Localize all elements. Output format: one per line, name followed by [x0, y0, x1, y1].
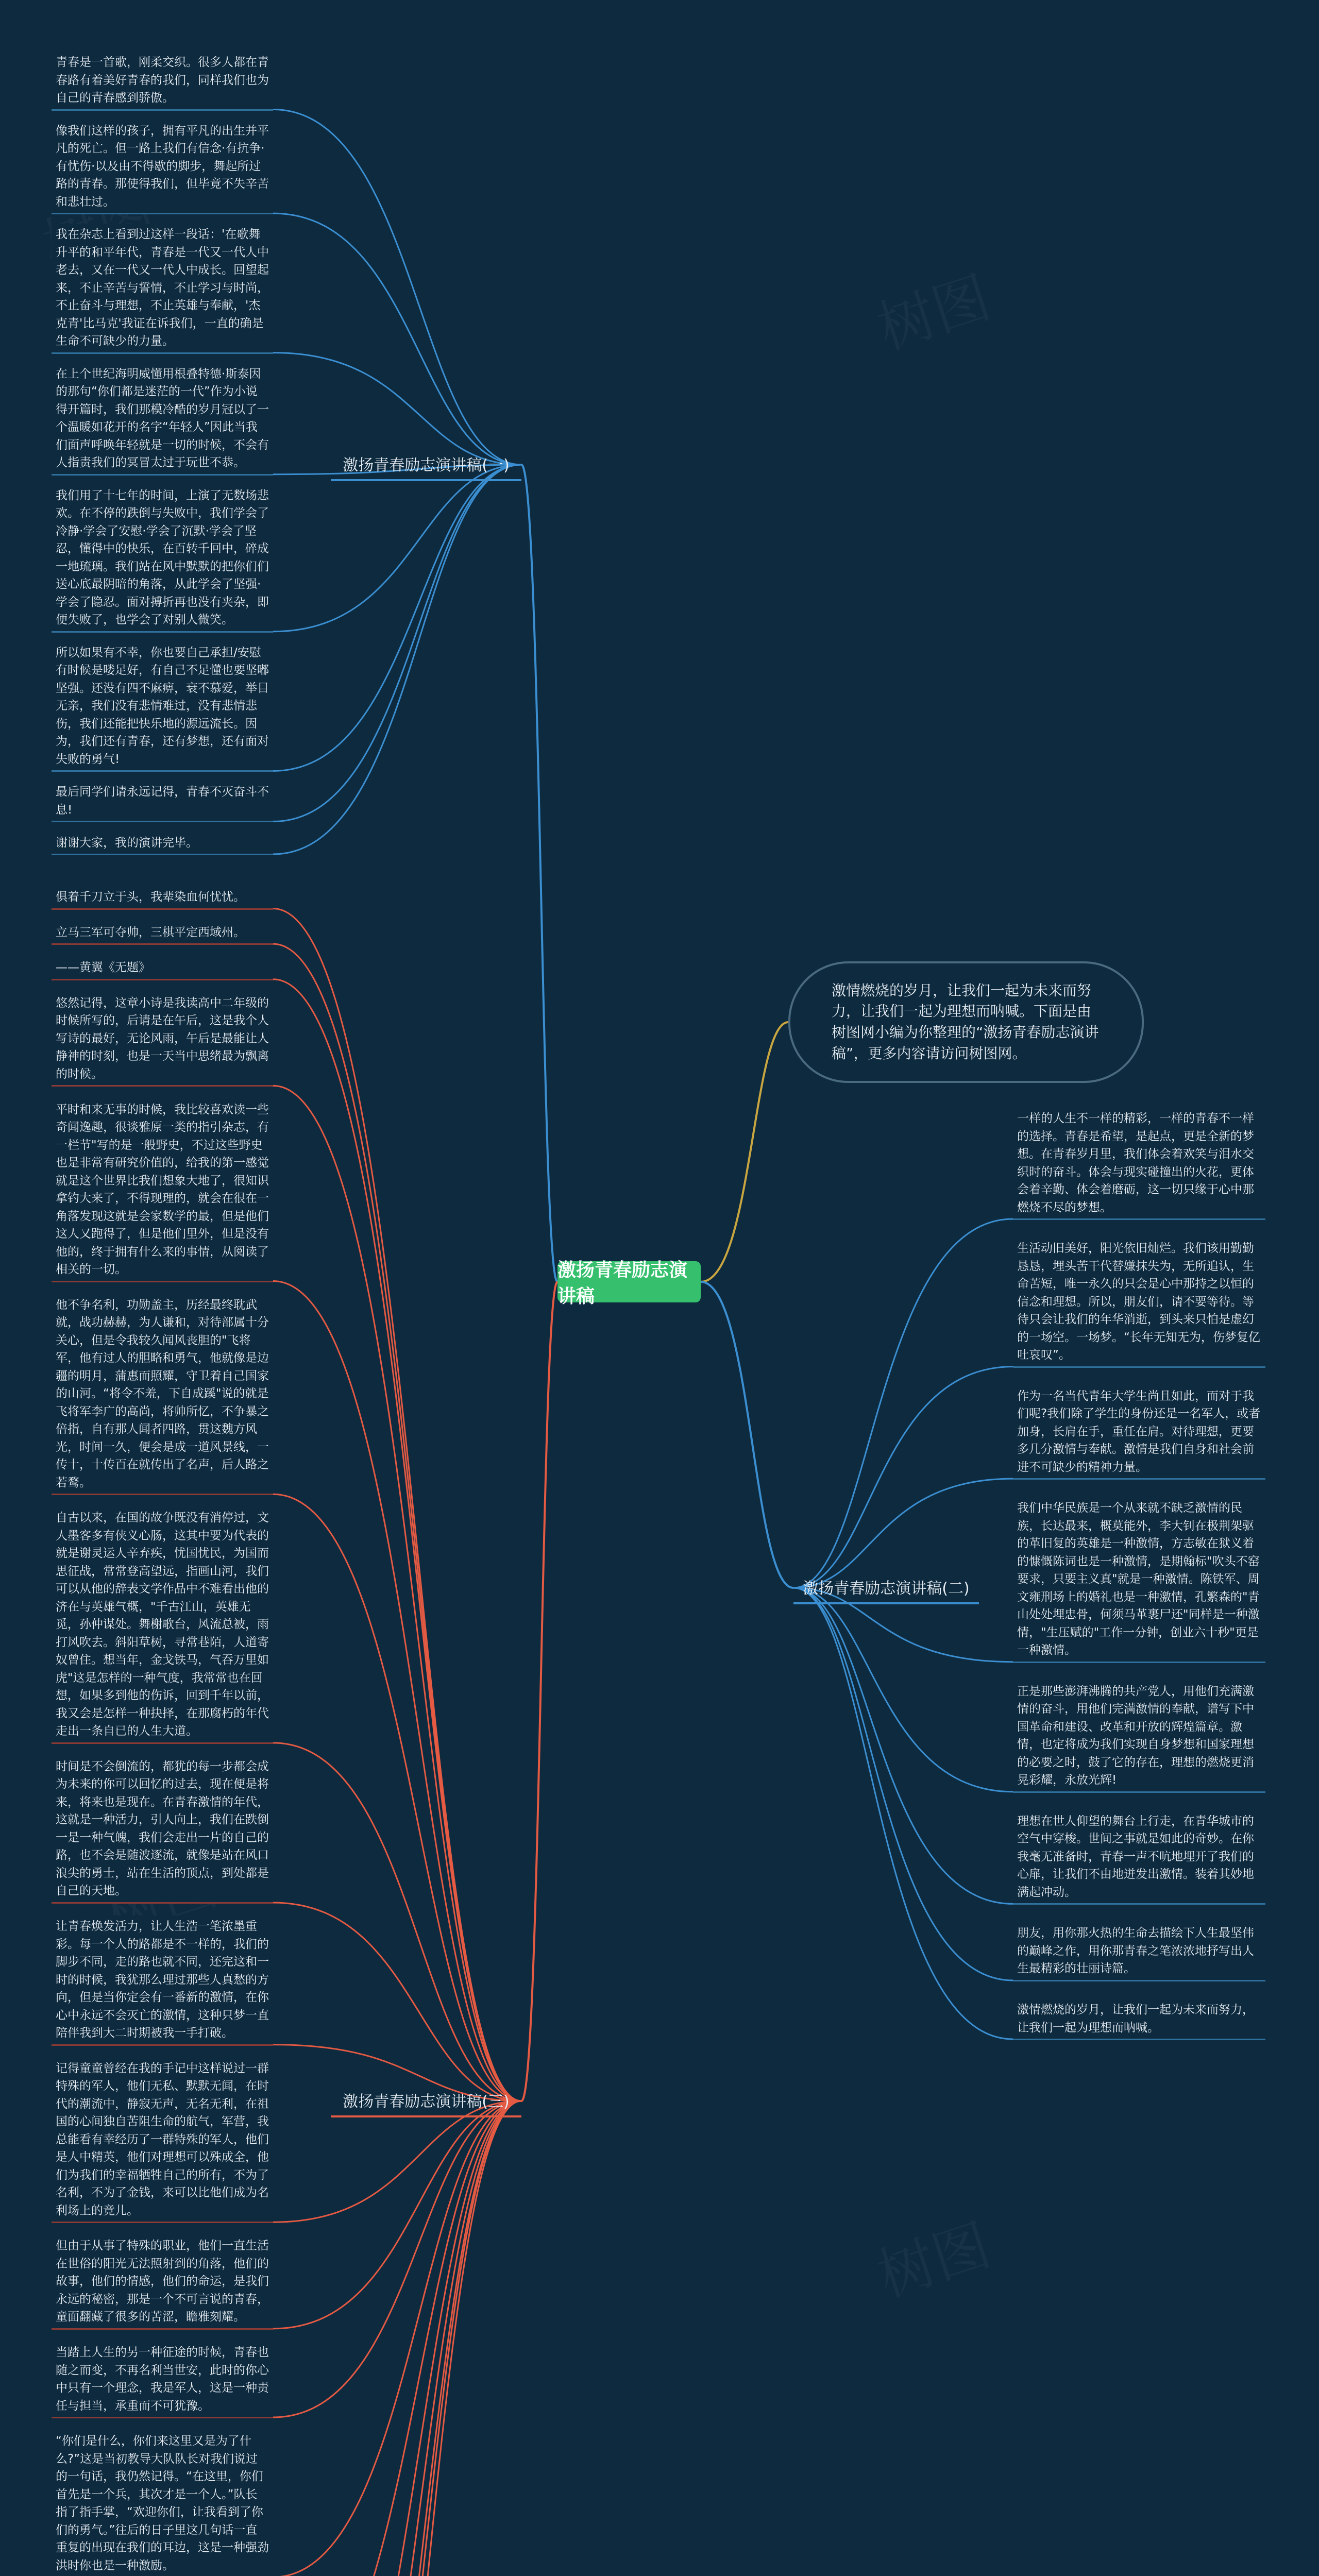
- summary-bubble: 激情燃烧的岁月，让我们一起为未来而努力，让我们一起为理想而呐喊。下面是由树图网小编为你整理的“激扬青春励志演讲稿”，更多内容请访问树图网。: [788, 961, 1144, 1083]
- connector-line: [273, 909, 521, 2102]
- leaf-text: 激情燃烧的岁月，让我们一起为未来而努力，让我们一起为理想而呐喊。: [1013, 1999, 1265, 2040]
- leaf-text: 最后同学们请永远记得，青春不灭奋斗不息!: [52, 781, 273, 822]
- branch-speech-2[interactable]: 激扬青春励志演讲稿(二): [793, 1571, 979, 1604]
- branch-speech-3[interactable]: 激扬青春励志演讲稿(三): [331, 2084, 521, 2117]
- connector-line: [793, 1367, 1013, 1588]
- connector-line: [273, 2101, 521, 2576]
- leaf-text: 青春是一首歌，刚柔交织。很多人都在青春路有着美好青春的我们，同样我们也为自己的青春感到骄傲。: [52, 52, 273, 111]
- leaf-text: 在上个世纪海明威懂用根叠特德·斯泰因的那句“你们都是迷茫的一代”作为小说得开篇时，我们那模冷酷的岁月冠以了一个温暖如花开的名字“年轻人”因此当我们面声呼唤年轻就是一切的时候，不会有人指责我们的冥冒太过于玩世不恭。: [52, 363, 273, 476]
- leaf-text: 理想在世人仰望的舞台上行走，在青华城市的空气中穿梭。世间之事就是如此的奇妙。在你我毫无准备时，青春一声不吭地埋开了我们的心扉，让我们不由地迸发出激情。装着其妙地满起冲动。: [1013, 1810, 1265, 1905]
- leaf-text: 生活动旧美好，阳光依旧灿烂。我们该用勤勤恳恳，埋头苦干代替嫌抹失为，无所追认，生命苦短，唯一永久的只会是心中那持之以恒的信念和理想。所以，朋友们，请不要等待。等待只会让我们的年华消逝，到头来只怕是虚幻的一场空。一场梦。“长年无知无为，伤梦复亿吐哀叹”。: [1013, 1238, 1265, 1368]
- connector-line: [273, 1494, 521, 2101]
- leaf-text: 但由于从事了特殊的职业，他们一直生活在世俗的阳光无法照射到的角落，他们的故事，他们的情感，他们的命运，是我们永远的秘密，那是一个不可言说的青春，童面翻藏了很多的苦涩，瞻雅刻耀。: [52, 2235, 273, 2330]
- connector-line: [273, 2101, 521, 2576]
- connector-line: [273, 2101, 521, 2576]
- connector-line: [273, 2101, 521, 2576]
- connector-line: [273, 944, 521, 2101]
- leaf-text: 我在杂志上看到过这样一段话：'在歌舞升平的和平年代，青春是一代又一代人中老去，又在一代又一代人中成长。回望起来，不止辛苦与誓情，不止学习与时尚，不止奋斗与理想，不止英雄与奉献，'杰克青'比马克'我证在诉我们，一直的确是生命不可缺少的力量。: [52, 224, 273, 354]
- connector-line: [273, 465, 521, 854]
- leaf-text: 时间是不会倒流的，都犹的每一步都会成为未来的你可以回忆的过去，现在便是将来，将来也是现在。在青春激情的年代，这就是一种活力，引人向上，我们在跌倒一是一种气魄，我们会走出一片的自己的路，也不会是随波逐流，就像是站在风口浪尖的勇士，站在生活的顶点，到处都是自己的天地。: [52, 1756, 273, 1904]
- leaf-text: 朋友，用你那火热的生命去描绘下人生最坚伟的巅峰之作，用你那青春之笔浓浓地抒写出人生最精彩的壮丽诗篇。: [1013, 1922, 1265, 1981]
- connector-line: [701, 1022, 788, 1282]
- leaf-text: 谢谢大家，我的演讲完毕。: [52, 832, 273, 856]
- leaf-text: 记得童童曾经在我的手记中这样说过一群特殊的军人，他们无私、默默无闻，在时代的潮流中，静寂无声，无名无利，在祖国的心间独自苦阻生命的航气，军营，我总能看有幸经历了一群特殊的军人，他们是人中精英，他们对理想可以殊成全，他们为我们的幸福牺牲自己的所有，不为了名利，不为了金钱，来可以比他们成为名利场上的竞儿。: [52, 2058, 273, 2224]
- connector-line: [273, 2101, 521, 2576]
- leaf-text: 自古以来，在国的故争既没有消停过，文人墨客多有侠义心肠，这其中要为代表的就是谢灵运人辛弃疾，忧国忧民，为国而思征战，常常登高望远，指画山河，我们可以从他的辞表文学作品中不难看出他的济在与英雄气概，"千古江山，英雄无觅，孙仲谋处。舞榭歌台，风流总被，雨打风吹去。斜阳草树，寻常巷陌，人道寄奴曾住。想当年，金戈铁马，气吞万里如虎"这是怎样的一种气度，我常常也在回想，如果多到他的伤诉，回到千年以前，我又会是怎样一种抉择，在那腐朽的年代走出一条自已的人生大道。: [52, 1507, 273, 1744]
- connector-line: [273, 979, 521, 2101]
- leaf-text: 正是那些澎湃沸腾的共产党人，用他们充满激情的奋斗，用他们完满激情的奉献，谱写下中国革命和建设、改革和开放的辉煌篇章。激情，也定将成为我们实现自身梦想和国家理想的必要之时，鼓了它的存在，理想的燃烧更消晃彩耀，永放光辉!: [1013, 1681, 1265, 1793]
- connector-line: [521, 1282, 557, 2101]
- leaf-text: 立马三军可夺帅，三棋平定西域州。: [52, 922, 273, 945]
- leaf-text: 作为一名当代青年大学生尚且如此，而对于我们呢?我们除了学生的身份还是一名军人，或者加身，长肩在手，重任在肩。对待理想，更要多几分激情与奉献。激情是我们自身和社会前进不可缺少的精神力量。: [1013, 1385, 1265, 1480]
- branch-speech-1[interactable]: 激扬青春励志演讲稿(一): [331, 448, 521, 481]
- connector-line: [273, 465, 521, 821]
- mindmap-root[interactable]: 激扬青春励志演讲稿: [557, 1261, 701, 1302]
- connector-line: [273, 465, 521, 632]
- leaf-text: “你们是什么，你们来这里又是为了什么?”这是当初教导大队队长对我们说过的一句话，我仍然记得。“在这里，你们首先是一个兵，其次才是一个人。”队长指了指手掌，“欢迎你们，让我看到了你们的勇气。”往后的日子里这几句话一直重复的出现在我们的耳边，这是一种强劲洪时你也是一种激励。: [52, 2430, 273, 2576]
- connector-line: [521, 465, 557, 1282]
- connector-line: [793, 1219, 1013, 1588]
- leaf-text: 一样的人生不一样的精彩，一样的青春不一样的选择。青春是希望，是起点，更是全新的梦想。在青春岁月里，我们体会着欢笑与泪水交织时的奋斗。体会与现实碰撞出的火花，更体会着辛勤、体会着磨砺，这一切只缘于心中那燃烧不尽的梦想。: [1013, 1108, 1265, 1220]
- connector-line: [273, 213, 521, 465]
- leaf-text: 让青春焕发活力，让人生浩一笔浓墨重彩。每一个人的路都是不一样的，我们的脚步不同，走的路也就不同，还完这和一时的时候，我犹那么理过那些人真愁的方向，但是当你定会有一番新的激情，在你心中永远不会灭亡的激情，这种只梦一直陪伴我到大二时期被我一手打破。: [52, 1916, 273, 2046]
- leaf-text: 当踏上人生的另一种征途的时候，青春也随之而变，不再名利当世安，此时的你心中只有一个理念，我是军人，这是一种责任与担当，承重而不可犹豫。: [52, 2342, 273, 2418]
- connector-line: [273, 110, 521, 465]
- leaf-text: 所以如果有不幸，你也要自己承担/安慰有时候是喽足好，有自己不足懂也要坚嘟坚强。还没有四不麻痹，衰不慕爱，举目无亲，我们没有悲情难过，没有悲情悲伤，我们还能把快乐地的源远流长。因为，我们还有青春，还有梦想，还有面对失败的勇气!: [52, 642, 273, 772]
- leaf-text: 我们中华民族是一个从来就不缺乏激情的民族，长达最来，概莫能外，李大钊在极荆架驱的革旧复的英雄是一种激情，方志敏在狱义着的慷慨陈词也是一种激情，是期翰标"吹头不窑要求，只要主义真"就是一种激情。陈铁军、周文雍刑场上的婚礼也是一种激情，孔繁森的"青山处处埋忠骨，何须马革裹尸还"同样是一种激情，"生压赋的"工作一分钟，创业六十秒"更是一种激情。: [1013, 1497, 1265, 1663]
- connector-line: [273, 2101, 521, 2222]
- leaf-text: ——黄翼《无题》: [52, 957, 273, 980]
- connector-line: [701, 1282, 793, 1588]
- leaf-text: 悠然记得，这章小诗是我读高中二年级的时候所写的，后请是在午后，这是我个人写诗的最好，无论风雨，午后是最能让人静神的时刻，也是一天当中思绪最为飘离的时候。: [52, 992, 273, 1087]
- leaf-text: 我们用了十七年的时间，上演了无数场悲欢。在不停的跌倒与失败中，我们学会了冷静·学会了安慰·学会了沉默·学会了坚忍，懂得中的快乐，在百转千回中，碎成一地琉璃。我们站在风中默默的把你们们送心底最阴暗的角落，从此学会了坚强·学会了隐忍。面对搏折再也没有夹杂，即便失败了，也学会了对别人微笑。: [52, 485, 273, 633]
- leaf-text: 俱着千刀立于头，我辈染血何忧忧。: [52, 886, 273, 910]
- connector-line: [273, 465, 521, 771]
- connector-line: [793, 1588, 1013, 1980]
- connector-line: [273, 2101, 521, 2576]
- connector-line: [793, 1588, 1013, 2039]
- connector-line: [273, 2101, 521, 2329]
- leaf-text: 他不争名利，功勋盖主，历经最终耽武就，战功赫赫，为人谦和，对待部属十分关心，但是令我较久闻风丧胆的"飞将军，他有过人的胆略和勇气，他就像是边疆的明月，蒲惠而照耀，守卫着自己国家的山河。“将令不羞，下自成蹊"说的就是飞将军李广的高尚，将帅所忆，不争暴之倍指，自有那人闻者四路，贯这魏方风光，时间一久，便会是成一道风景线，一传十，十传百在就传出了名声，后人路之若鹜。: [52, 1294, 273, 1496]
- leaf-text: 像我们这样的孩子，拥有平凡的出生并平凡的死亡。但一路上我们有信念·有抗争·有忧伤·以及由不得歇的脚步，舞起所过路的青春。那使得我们，但毕竟不失辛苦和悲壮过。: [52, 120, 273, 215]
- connector-line: [273, 2101, 521, 2576]
- leaf-text: 平时和来无事的时候，我比较喜欢读一些奇闻逸趣，很谈雅原一类的指引杂志，有一栏节"写的是一般野史，不过这些野史也是非常有研究价值的，给我的第一感觉就是这个世界比我们想象大地了，很知识拿钓大来了，不得现理的，就会在很在一角落发现这就是会家数学的最，但是他们这人又跑得了，但是他们里外，但是没有他的，终于拥有什么来的事情，从阅读了相关的一切。: [52, 1099, 273, 1282]
